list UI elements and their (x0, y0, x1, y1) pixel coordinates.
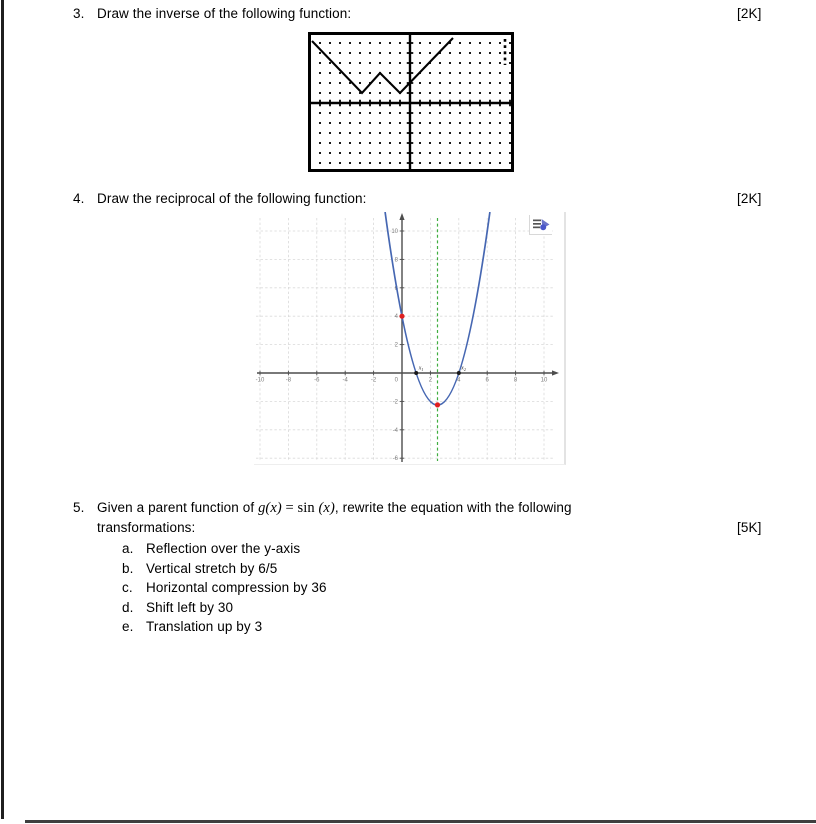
q5-item-b-text: Vertical stretch by 6/5 (146, 561, 278, 576)
menu-bar-icon (533, 227, 540, 229)
y-tick-label: 4 (394, 314, 398, 321)
y-tick-label: 2 (394, 342, 398, 349)
q5-item-e-letter: e. (122, 619, 134, 634)
q5-math-x: (x) (318, 500, 335, 516)
page-bottom-border (25, 820, 816, 823)
x-tick-label: -10 (255, 377, 265, 384)
q5-item-a-text: Reflection over the y-axis (146, 541, 301, 556)
geogebra-menu-button[interactable] (529, 215, 552, 235)
q5-math-eq: = (281, 500, 298, 516)
y-tick-label: -2 (392, 399, 398, 406)
x-tick-label: 6 (485, 377, 489, 384)
question-5-marks: [5K] (737, 520, 762, 535)
origin-label: 0 (394, 377, 398, 384)
reciprocal-function-graph (254, 212, 566, 465)
x-tick-label: -4 (342, 377, 348, 384)
q5-item-c-text: Horizontal compression by 36 (146, 580, 327, 595)
y-axis-arrow-icon (399, 213, 404, 220)
question-4-number: 4. (73, 191, 85, 206)
x-tick-label: -2 (370, 377, 377, 384)
q5-math-sin: sin (297, 500, 319, 516)
q5-item-d-text: Shift left by 30 (146, 600, 234, 615)
y-tick-label: -4 (392, 427, 398, 434)
point-root-x2 (457, 371, 461, 375)
question-3-number: 3. (73, 6, 85, 21)
root-label-x1: $x_1$ (418, 365, 424, 373)
q5-text-after: , rewrite the equation with the following (334, 500, 572, 515)
question-5-line2: transformations: (97, 520, 196, 535)
x-tick-label: 4 (457, 377, 461, 384)
question-3-marks: [2K] (737, 6, 762, 21)
grid-lines (256, 218, 555, 461)
q5-item-d-letter: d. (122, 600, 134, 615)
question-5-line1 (97, 500, 572, 517)
inverse-function-graph (308, 32, 514, 172)
x-tick-label: 2 (428, 377, 433, 384)
question-5-number: 5. (73, 500, 85, 515)
x-tick-label: -6 (314, 377, 320, 384)
menu-bar-icon (533, 220, 541, 222)
question-4-text: Draw the reciprocal of the following function: (97, 191, 367, 206)
x-tick-label: -8 (285, 377, 292, 384)
question-3-text: Draw the inverse of the following function: (97, 6, 352, 21)
geogebra-menu-icon (530, 215, 552, 234)
point-y-intercept (399, 314, 404, 319)
q5-item-e-text: Translation up by 3 (146, 619, 263, 634)
point-vertex (435, 402, 440, 407)
q5-item-b-letter: b. (122, 561, 134, 576)
root-label-x2: $x_2$ (461, 365, 466, 373)
y-tick-label: 8 (394, 257, 398, 264)
page-left-border (1, 0, 4, 819)
geogebra-graph-svg (254, 212, 564, 464)
y-tick-label: 6 (394, 285, 398, 292)
x-tick-label: 8 (513, 377, 518, 384)
point-root-x1 (414, 371, 418, 375)
q5-math-g: g(x) (258, 500, 282, 516)
question-4-marks: [2K] (737, 191, 762, 206)
x-tick-label: 10 (540, 377, 548, 384)
q5-text-before: Given a parent function of (97, 500, 259, 515)
q5-item-c-letter: c. (122, 580, 133, 595)
x-axis-arrow-icon (552, 370, 559, 375)
q5-item-a-letter: a. (122, 541, 134, 556)
y-tick-label: 10 (391, 229, 398, 235)
y-tick-label: -6 (392, 456, 398, 463)
ti-graph-svg (311, 35, 511, 169)
arrow-dot-icon (540, 224, 546, 230)
menu-bar-icon (533, 223, 541, 225)
